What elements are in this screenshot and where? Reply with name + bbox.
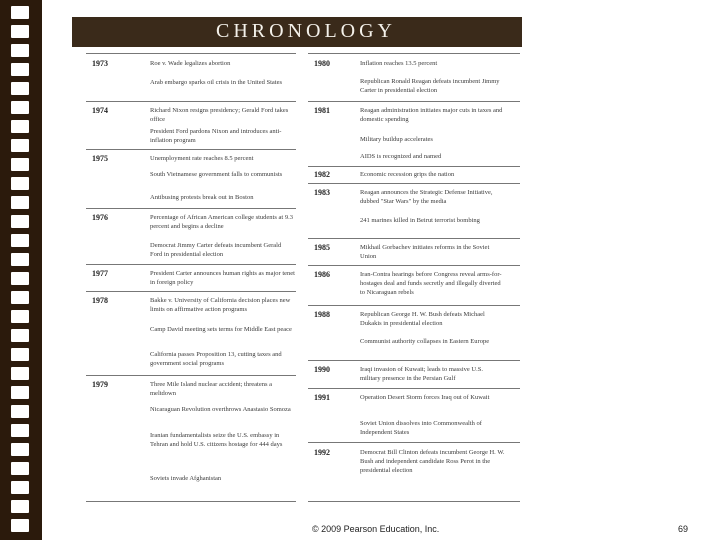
event-text: Unemployment rate reaches 8.5 percent	[150, 155, 254, 162]
event-text: Economic recession grips the nation	[360, 171, 455, 178]
film-perforation	[11, 63, 29, 76]
year-label: 1982	[314, 170, 330, 179]
year-label: 1986	[314, 270, 330, 279]
year-label: 1985	[314, 243, 330, 252]
year-divider	[308, 360, 520, 361]
film-perforation	[11, 386, 29, 399]
film-perforation	[11, 291, 29, 304]
event-text: Democrat Bill Clinton defeats incumbent George H. W. Bush and independent candidate Ross Perot in the presidential election	[360, 449, 505, 474]
event-text: Mikhail Gorbachev initiates reforms in the Soviet Union	[360, 244, 490, 260]
event-text: President Ford pardons Nixon and introduces anti-inflation program	[150, 128, 282, 144]
film-perforation	[11, 329, 29, 342]
event-text: Republican Ronald Reagan defeats incumbent Jimmy Carter in presidential election	[360, 78, 500, 94]
year-label: 1991	[314, 393, 330, 402]
year-label: 1978	[92, 296, 108, 305]
film-perforation	[11, 6, 29, 19]
event-text: President Carter announces human rights as major tenet in foreign policy	[150, 270, 295, 286]
column-top-rule	[308, 53, 520, 54]
film-perforation	[11, 253, 29, 266]
event-text: Operation Desert Storm forces Iraq out of Kuwait	[360, 394, 490, 401]
film-perforation	[11, 310, 29, 323]
event-text: California passes Proposition 13, cutting taxes and government social programs	[150, 351, 282, 367]
year-divider	[308, 388, 520, 389]
year-label: 1983	[314, 188, 330, 197]
year-label: 1981	[314, 106, 330, 115]
event-text: Percentage of African American college students at 9.3 percent and begins a decline	[150, 214, 293, 230]
left-timeline-column	[86, 53, 296, 502]
year-divider	[86, 101, 296, 102]
film-perforation	[11, 139, 29, 152]
film-perforation	[11, 405, 29, 418]
event-text: Reagan announces the Strategic Defense Initiative, dubbed "Star Wars" by the media	[360, 189, 493, 205]
event-text: Three Mile Island nuclear accident; threatens a meltdown	[150, 381, 272, 397]
event-text: Roe v. Wade legalizes abortion	[150, 60, 231, 67]
page-number: 69	[678, 524, 689, 534]
year-label: 1992	[314, 448, 330, 457]
film-perforation	[11, 443, 29, 456]
year-label: 1973	[92, 59, 108, 68]
event-text: Democrat Jimmy Carter defeats incumbent Gerald Ford in presidential election	[150, 242, 282, 258]
event-text: Antibusing protests break out in Boston	[150, 194, 254, 201]
film-perforation	[11, 101, 29, 114]
event-text: Richard Nixon resigns presidency; Gerald Ford takes office	[150, 107, 289, 123]
event-text: Communist authority collapses in Eastern Europe	[360, 338, 490, 345]
year-label: 1980	[314, 59, 330, 68]
event-text: Soviets invade Afghanistan	[150, 475, 222, 482]
event-text: Military buildup accelerates	[360, 136, 433, 143]
event-text: 241 marines killed in Beirut terrorist bombing	[360, 217, 480, 224]
event-text: Soviet Union dissolves into Commonwealth of Independent States	[360, 420, 482, 436]
film-perforation	[11, 158, 29, 171]
event-text: Iranian fundamentalists seize the U.S. embassy in Tehran and hold U.S. citizens hostage for 444 days	[150, 432, 283, 448]
year-divider	[86, 208, 296, 209]
title-banner	[72, 17, 522, 47]
film-perforation	[11, 367, 29, 380]
event-text: Iran-Contra hearings before Congress reveal arms-for-hostages deal and funds secretly and illegally diverted to Nicaraguan rebels	[360, 271, 502, 296]
film-perforation	[11, 196, 29, 209]
year-label: 1990	[314, 365, 330, 374]
film-perforation	[11, 215, 29, 228]
year-label: 1977	[92, 269, 108, 278]
event-text: Reagan administration initiates major cuts in taxes and domestic spending	[360, 107, 503, 123]
year-label: 1979	[92, 380, 108, 389]
film-perforation	[11, 120, 29, 133]
film-perforation	[11, 234, 29, 247]
chronology-document	[72, 17, 522, 513]
year-divider	[308, 265, 520, 266]
year-divider	[308, 183, 520, 184]
year-divider	[86, 264, 296, 265]
film-perforation	[11, 462, 29, 475]
event-text: Inflation reaches 13.5 percent	[360, 60, 438, 67]
year-label: 1974	[92, 106, 108, 115]
event-text: Nicaraguan Revolution overthrows Anastasio Somoza	[150, 406, 291, 413]
event-text: South Vietnamese government falls to communists	[150, 171, 283, 178]
chronology-title: CHRONOLOGY	[216, 20, 396, 42]
film-perforation	[11, 424, 29, 437]
year-divider	[86, 291, 296, 292]
film-perforation	[11, 500, 29, 513]
year-label: 1975	[92, 154, 108, 163]
event-text: AIDS is recognized and named	[360, 153, 442, 160]
event-text: Arab embargo sparks oil crisis in the United States	[150, 79, 283, 86]
event-text: Bakke v. University of California decision places new limits on affirmative action programs	[150, 297, 291, 313]
copyright-footer: © 2009 Pearson Education, Inc.	[312, 524, 440, 534]
year-divider	[308, 238, 520, 239]
event-text: Camp David meeting sets terms for Middle East peace	[150, 326, 292, 333]
year-divider	[308, 166, 520, 167]
event-text: Iraqi invasion of Kuwait; leads to massive U.S. military presence in the Persian Gulf	[360, 366, 483, 382]
film-perforation	[11, 519, 29, 532]
film-perforation	[11, 25, 29, 38]
film-strip-border	[0, 0, 42, 540]
year-divider	[86, 149, 296, 150]
film-perforation	[11, 44, 29, 57]
year-divider	[308, 442, 520, 443]
year-divider	[86, 375, 296, 376]
event-text: Republican George H. W. Bush defeats Michael Dukakis in presidential election	[360, 311, 485, 327]
film-perforation	[11, 82, 29, 95]
film-perforation	[11, 348, 29, 361]
film-perforation	[11, 177, 29, 190]
film-perforation	[11, 272, 29, 285]
column-top-rule	[86, 53, 296, 54]
right-timeline-column	[308, 53, 520, 502]
year-label: 1976	[92, 213, 108, 222]
year-divider	[308, 305, 520, 306]
year-label: 1988	[314, 310, 330, 319]
year-divider	[308, 101, 520, 102]
film-perforation	[11, 481, 29, 494]
